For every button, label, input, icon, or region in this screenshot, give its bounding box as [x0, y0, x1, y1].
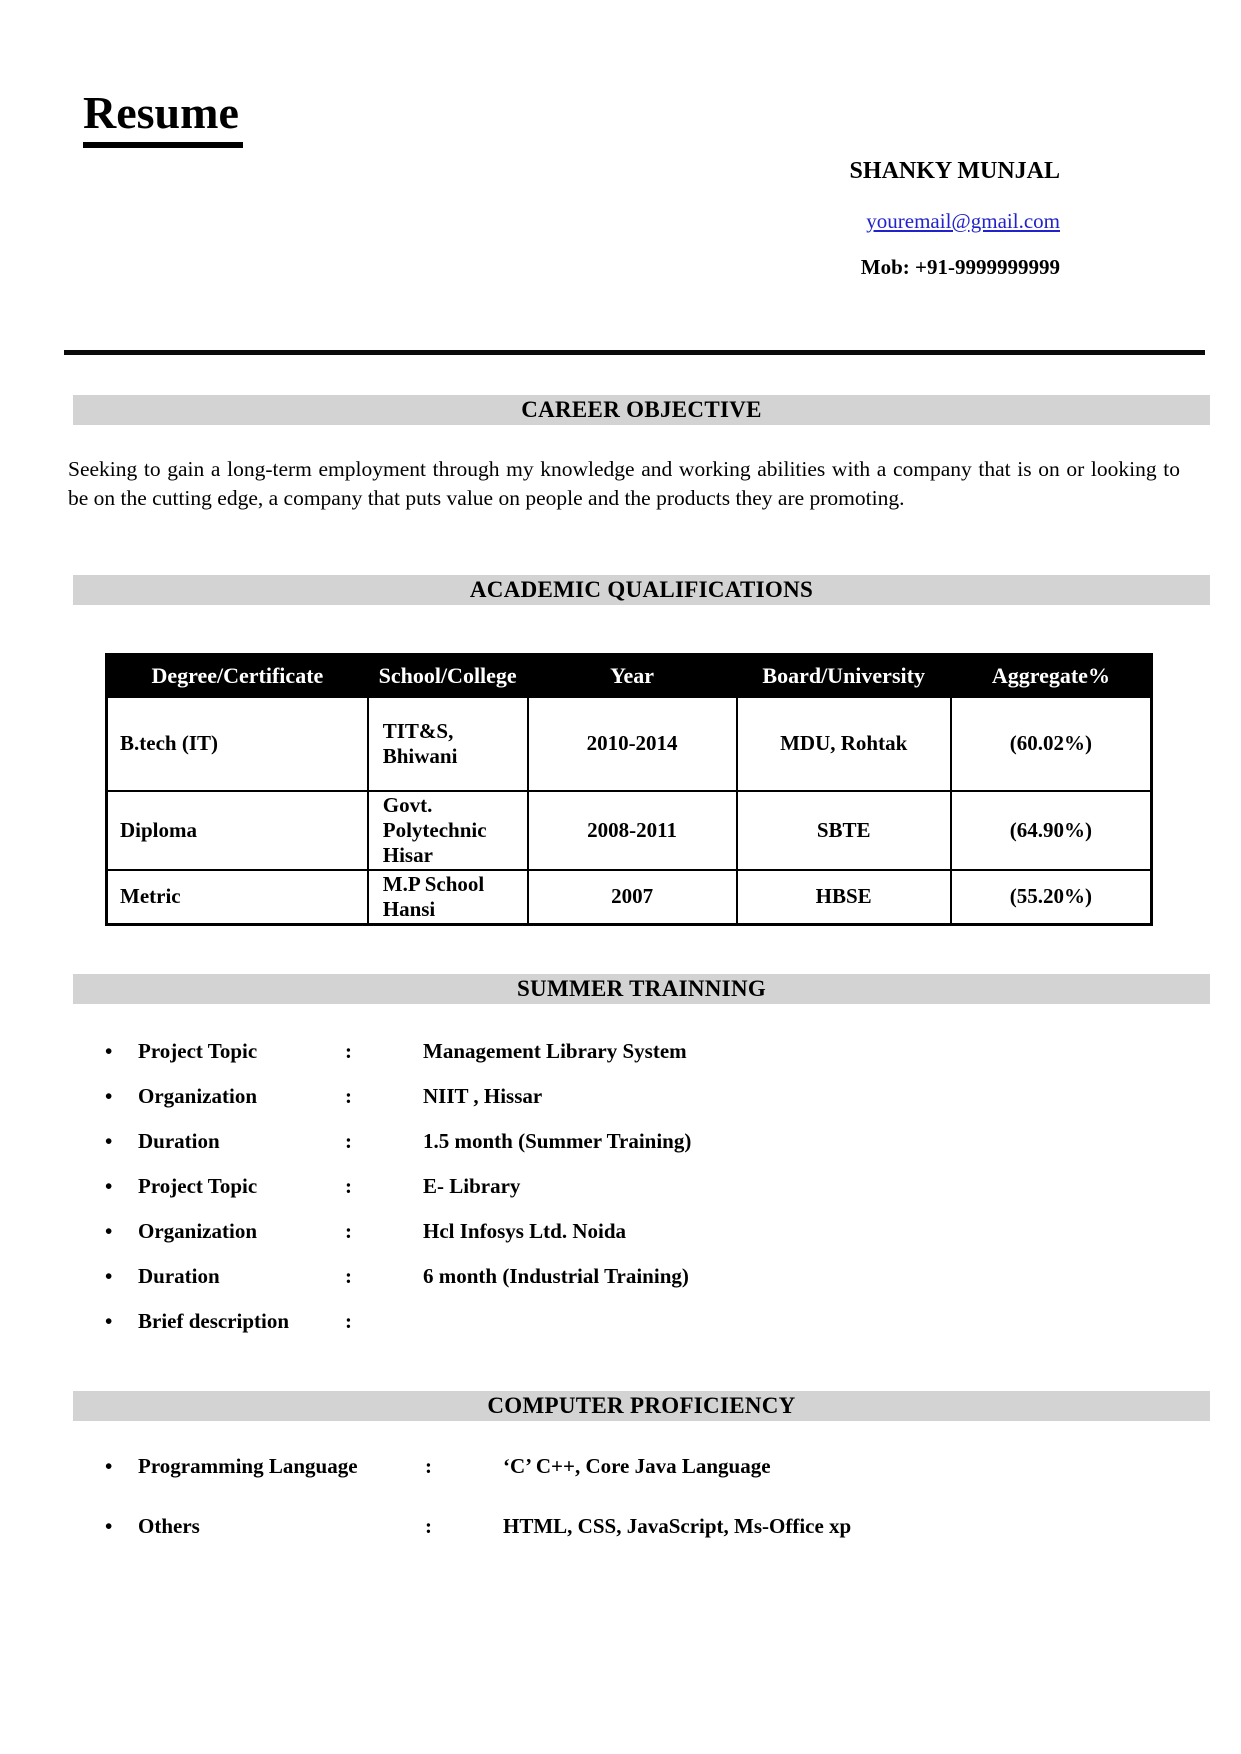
- item-value: Hcl Infosys Ltd. Noida: [423, 1218, 627, 1243]
- bullet-icon: •: [105, 1453, 113, 1478]
- training-list-item: [105, 1126, 1241, 1157]
- item-colon: :: [345, 1128, 352, 1153]
- item-colon: :: [345, 1038, 352, 1063]
- bullet-icon: •: [105, 1083, 113, 1108]
- cell-year: 2010-2014: [528, 697, 737, 791]
- cell-school: Govt. Polytechnic Hisar: [368, 791, 528, 870]
- proficiency-list-item: [105, 1451, 1241, 1482]
- item-colon: :: [345, 1218, 352, 1243]
- training-list-item: [105, 1036, 1241, 1067]
- item-label: Duration: [138, 1128, 220, 1153]
- cell-degree: Metric: [107, 870, 368, 925]
- cell-aggregate: (60.02%): [951, 697, 1152, 791]
- table-row: [107, 791, 1152, 870]
- cell-year: 2008-2011: [528, 791, 737, 870]
- item-colon: :: [345, 1308, 352, 1333]
- career-objective-text: Seeking to gain a long-term employment through my knowledge and working abilities with a company that is on or looking to be on the cutting edge, a company that puts value on people and the products they are promoting.: [68, 456, 1180, 510]
- computer-proficiency-list: [0, 1451, 1241, 1542]
- bullet-icon: •: [105, 1218, 113, 1243]
- section-heading-summer-training: SUMMER TRAINNING: [73, 974, 1210, 1004]
- cell-year: 2007: [528, 870, 737, 925]
- cell-aggregate: (64.90%): [951, 791, 1152, 870]
- item-colon: :: [425, 1513, 432, 1538]
- item-label: Project Topic: [138, 1038, 258, 1063]
- qualifications-table-body: [107, 697, 1152, 925]
- bullet-icon: •: [105, 1308, 113, 1333]
- training-list-item: [105, 1261, 1241, 1292]
- item-label: Programming Language: [138, 1453, 358, 1478]
- section-heading-computer-proficiency: COMPUTER PROFICIENCY: [73, 1391, 1210, 1421]
- table-header-cell: School/College: [368, 654, 528, 697]
- table-header-cell: Year: [528, 654, 737, 697]
- item-value: 6 month (Industrial Training): [423, 1263, 689, 1288]
- email-link[interactable]: youremail@gmail.com: [866, 208, 1060, 233]
- cell-school: TIT&S, Bhiwani: [368, 697, 528, 791]
- cell-degree: Diploma: [107, 791, 368, 870]
- item-colon: :: [425, 1453, 432, 1478]
- mobile-number: Mob: +91-9999999999: [860, 254, 1060, 279]
- item-label: Others: [138, 1513, 200, 1538]
- item-value: ‘C’ C++, Core Java Language: [503, 1453, 771, 1478]
- bullet-icon: •: [105, 1173, 113, 1198]
- summer-training-list: [0, 1036, 1241, 1337]
- table-header-row: [107, 654, 1152, 697]
- item-value: E- Library: [423, 1173, 521, 1198]
- item-label: Organization: [138, 1083, 257, 1108]
- table-header-cell: Board/University: [737, 654, 951, 697]
- cell-board: HBSE: [737, 870, 951, 925]
- item-colon: :: [345, 1263, 352, 1288]
- cell-board: MDU, Rohtak: [737, 697, 951, 791]
- proficiency-list-item: [105, 1511, 1241, 1542]
- table-header-cell: Degree/Certificate: [107, 654, 368, 697]
- item-value: HTML, CSS, JavaScript, Ms-Office xp: [503, 1513, 852, 1538]
- section-heading-academic-qualifications: ACADEMIC QUALIFICATIONS: [73, 575, 1210, 605]
- cell-school: M.P School Hansi: [368, 870, 528, 925]
- training-list-item: [105, 1081, 1241, 1112]
- table-row: [107, 697, 1152, 791]
- page-title: Resume: [83, 88, 243, 148]
- item-colon: :: [345, 1083, 352, 1108]
- bullet-icon: •: [105, 1128, 113, 1153]
- section-heading-career-objective: CAREER OBJECTIVE: [73, 395, 1210, 425]
- item-label: Brief description: [138, 1308, 290, 1333]
- item-value: Management Library System: [423, 1038, 687, 1063]
- item-label: Duration: [138, 1263, 220, 1288]
- training-list-item: [105, 1171, 1241, 1202]
- item-label: Project Topic: [138, 1173, 258, 1198]
- bullet-icon: •: [105, 1513, 113, 1538]
- item-value: 1.5 month (Summer Training): [423, 1128, 692, 1153]
- training-list-item: [105, 1216, 1241, 1247]
- table-row: [107, 870, 1152, 925]
- contact-email-row: [0, 209, 1060, 234]
- cell-degree: B.tech (IT): [107, 697, 368, 791]
- cell-board: SBTE: [737, 791, 951, 870]
- divider-line: [64, 350, 1205, 355]
- contact-name: SHANKY MUNJAL: [849, 157, 1060, 184]
- training-list-item: [105, 1306, 1241, 1337]
- item-colon: :: [345, 1173, 352, 1198]
- item-label: Organization: [138, 1218, 257, 1243]
- qualifications-table-head: [107, 654, 1152, 697]
- item-value: NIIT , Hissar: [423, 1083, 543, 1108]
- table-header-cell: Aggregate%: [951, 654, 1152, 697]
- bullet-icon: •: [105, 1038, 113, 1063]
- qualifications-table: [105, 653, 1153, 926]
- contact-block: [0, 158, 1060, 280]
- bullet-icon: •: [105, 1263, 113, 1288]
- cell-aggregate: (55.20%): [951, 870, 1152, 925]
- item-value: [423, 1306, 1241, 1337]
